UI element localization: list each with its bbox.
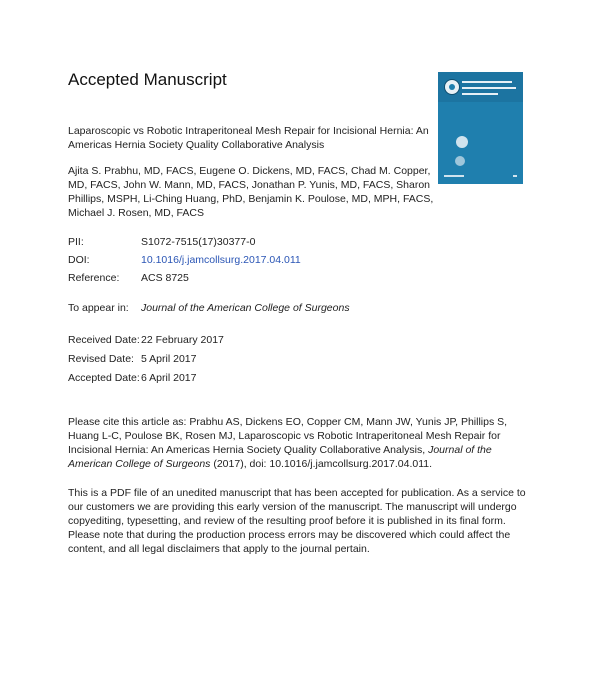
page-title: Accepted Manuscript [68, 70, 227, 89]
pii-value: S1072-7515(17)30377-0 [141, 236, 256, 248]
citation-text: Please cite this article as: Prabhu AS, Dickens EO, Copper CM, Mann JW, Yunis JP, Phillips S, Huang L-C, Poulose BK, Rosen MJ, Laparoscopic vs Robotic Intraperitoneal Mesh Repair for Incisional Hernia: An Americas Hernia Society Quality Collaborative Analysis, [68, 416, 508, 456]
received-label: Received Date: [68, 334, 140, 346]
article-title: Laparoscopic vs Robotic Intraperitoneal Mesh Repair for Incisional Hernia: An Americas Hernia Society Quality Collaborative Analysis [68, 125, 429, 151]
reference-label: Reference: [68, 272, 120, 284]
author-list: Ajita S. Prabhu, MD, FACS, Eugene O. Dickens, MD, FACS, Chad M. Copper, MD, FACS, John W. Mann, MD, FACS, Jonathan P. Yunis, MD, FACS, Sharon Phillips, MSPH, Li-Ching Huang, PhD, Benjamin K. Poulose, MD, MPH, FACS, Michael J. Rosen, MD, FACS [68, 165, 434, 219]
doi-link[interactable]: 10.1016/j.jamcollsurg.2017.04.011 [141, 254, 301, 266]
citation-paragraph [68, 415, 528, 471]
cover-title-line [462, 87, 516, 89]
cover-footer-mark [513, 175, 517, 177]
cover-title-line [462, 93, 498, 95]
journal-name: Journal of the American College of Surgeons [141, 302, 350, 314]
cover-decoration-icon [455, 156, 465, 166]
journal-cover-image [438, 72, 523, 184]
cover-title-line [462, 81, 512, 83]
college-seal-icon [444, 79, 460, 95]
revised-label: Revised Date: [68, 353, 134, 365]
revised-date: 5 April 2017 [141, 353, 197, 365]
cover-footer-line [444, 175, 464, 177]
doi-label: DOI: [68, 254, 90, 266]
citation-doi: (2017), doi: 10.1016/j.jamcollsurg.2017.04.011. [210, 458, 433, 470]
cover-decoration-icon [456, 136, 468, 148]
citation-journal: Journal of the American College of Surgeons [68, 444, 492, 470]
reference-value: ACS 8725 [141, 272, 189, 284]
accepted-date: 6 April 2017 [141, 372, 197, 384]
pii-label: PII: [68, 236, 84, 248]
disclaimer-paragraph: This is a PDF file of an unedited manuscript that has been accepted for publication. As a service to our customers we are providing this early version of the manuscript. The manuscript will undergo copyediting, typesetting, and review of the resulting proof before it is published in its final form. Please note that during the production process errors may be discovered which could affect the content, and all legal disclaimers that apply to the journal pertain. [68, 487, 526, 555]
appear-label: To appear in: [68, 302, 129, 314]
accepted-label: Accepted Date: [68, 372, 140, 384]
received-date: 22 February 2017 [141, 334, 224, 346]
